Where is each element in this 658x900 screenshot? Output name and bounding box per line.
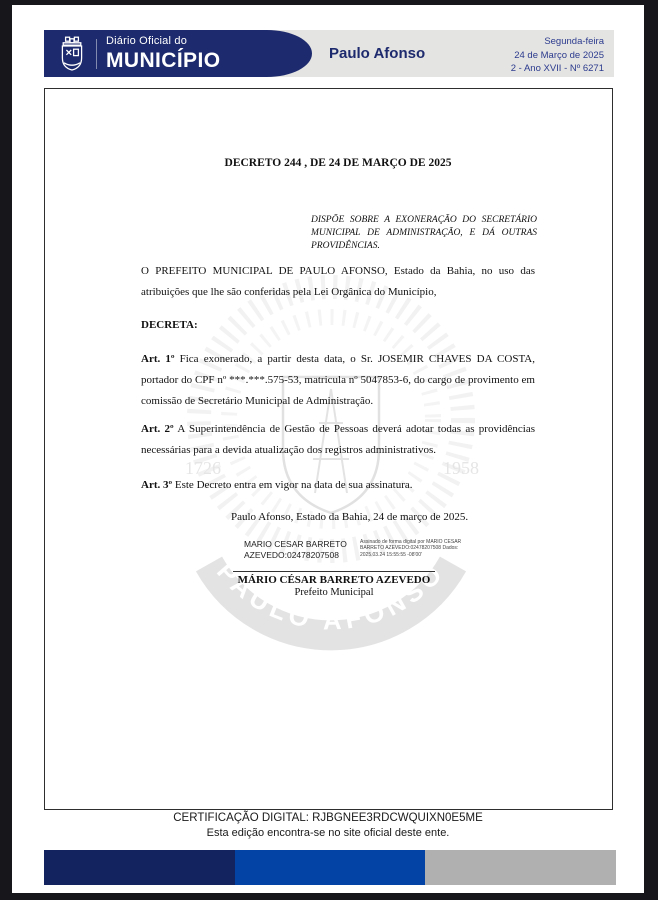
edition-date: 24 de Março de 2025 (514, 49, 604, 61)
signature-rule (233, 571, 435, 572)
watermark-year-left: 1726 (185, 458, 221, 478)
article-3-label: Art. 3º (141, 479, 173, 491)
logo-line-small: Diário Oficial do (106, 35, 188, 47)
footer-color-bar (44, 850, 616, 885)
article-2 (141, 419, 535, 461)
article-1-text: Fica exonerado, a partir desta data, o Sr. JOSEMIR CHAVES DA COSTA, portador do CPF nº ***.***.575-53, matricula nº 5047853-6, do cargo de provimento em comissão de Secretário Municipal de Administração. (141, 353, 535, 407)
certification-code: CERTIFICAÇÃO DIGITAL: RJBGNEE3RDCWQUIXN0E5ME (173, 812, 483, 824)
logo-divider (96, 39, 97, 69)
edition-number: 2 - Ano XVII - Nº 6271 (510, 63, 604, 74)
article-1-label: Art. 1º (141, 353, 175, 365)
place-and-date: Paulo Afonso, Estado da Bahia, 24 de março de 2025. (231, 511, 469, 523)
gazette-page (12, 5, 644, 893)
decree-enacting-word: DECRETA: (141, 319, 198, 331)
logo-line-large: MUNICÍPIO (106, 49, 221, 72)
edition-weekday: Segunda-feira (544, 36, 604, 47)
certification-note: Esta edição encontra-se no site oficial deste ente. (206, 827, 450, 839)
signature-block (184, 571, 484, 598)
footer-bar-blue-segment (235, 850, 426, 885)
header-blue-panel (44, 30, 312, 77)
digital-signature-name: MARIO CESAR BARRETO AZEVEDO:02478207508 (244, 539, 347, 560)
digital-signature-stamp (141, 539, 535, 561)
decree-ementa: DISPÕE SOBRE A EXONERAÇÃO DO SECRETÁRIO MUNICIPAL DE ADMINISTRAÇÃO, E DÁ OUTRAS PROVIDÊNCIAS. (311, 215, 537, 251)
certification-footer (12, 811, 644, 841)
decree-title: DECRETO 244 , DE 24 DE MARÇO DE 2025 (224, 157, 452, 169)
watermark-year-right: 1958 (443, 458, 479, 478)
watermark-city-text: PAULO AFONSO (211, 556, 452, 636)
header-banner (44, 30, 614, 77)
article-3 (141, 475, 535, 496)
city-name: Paulo Afonso (329, 45, 426, 62)
edition-info (511, 35, 604, 76)
decree-frame (44, 88, 613, 810)
signer-name: MÁRIO CÉSAR BARRETO AZEVEDO (237, 574, 431, 586)
decree-preamble: O PREFEITO MUNICIPAL DE PAULO AFONSO, Estado da Bahia, no uso das atribuições que lhe são conferidas pela Lei Orgânica do Município, (141, 265, 535, 298)
article-2-label: Art. 2º (141, 423, 174, 435)
article-2-text: A Superintendência de Gestão de Pessoas deverá adotar todas as providências necessárias para a devida atualização dos registros administrativos. (141, 423, 535, 456)
signer-role: Prefeito Municipal (294, 587, 374, 598)
logo-text (106, 36, 220, 71)
article-3-text: Este Decreto entra em vigor na data de sua assinatura. (172, 479, 413, 491)
footer-bar-gray-segment (425, 850, 616, 885)
article-1 (141, 349, 535, 412)
municipality-crest-icon (56, 35, 88, 73)
digital-signature-details: Assinado de forma digital por MARIO CESAR BARRETO AZEVEDO:02478207508 Dados: 2025.03.24 15:55:55 -08'00' (360, 539, 462, 558)
footer-bar-navy-segment (44, 850, 235, 885)
